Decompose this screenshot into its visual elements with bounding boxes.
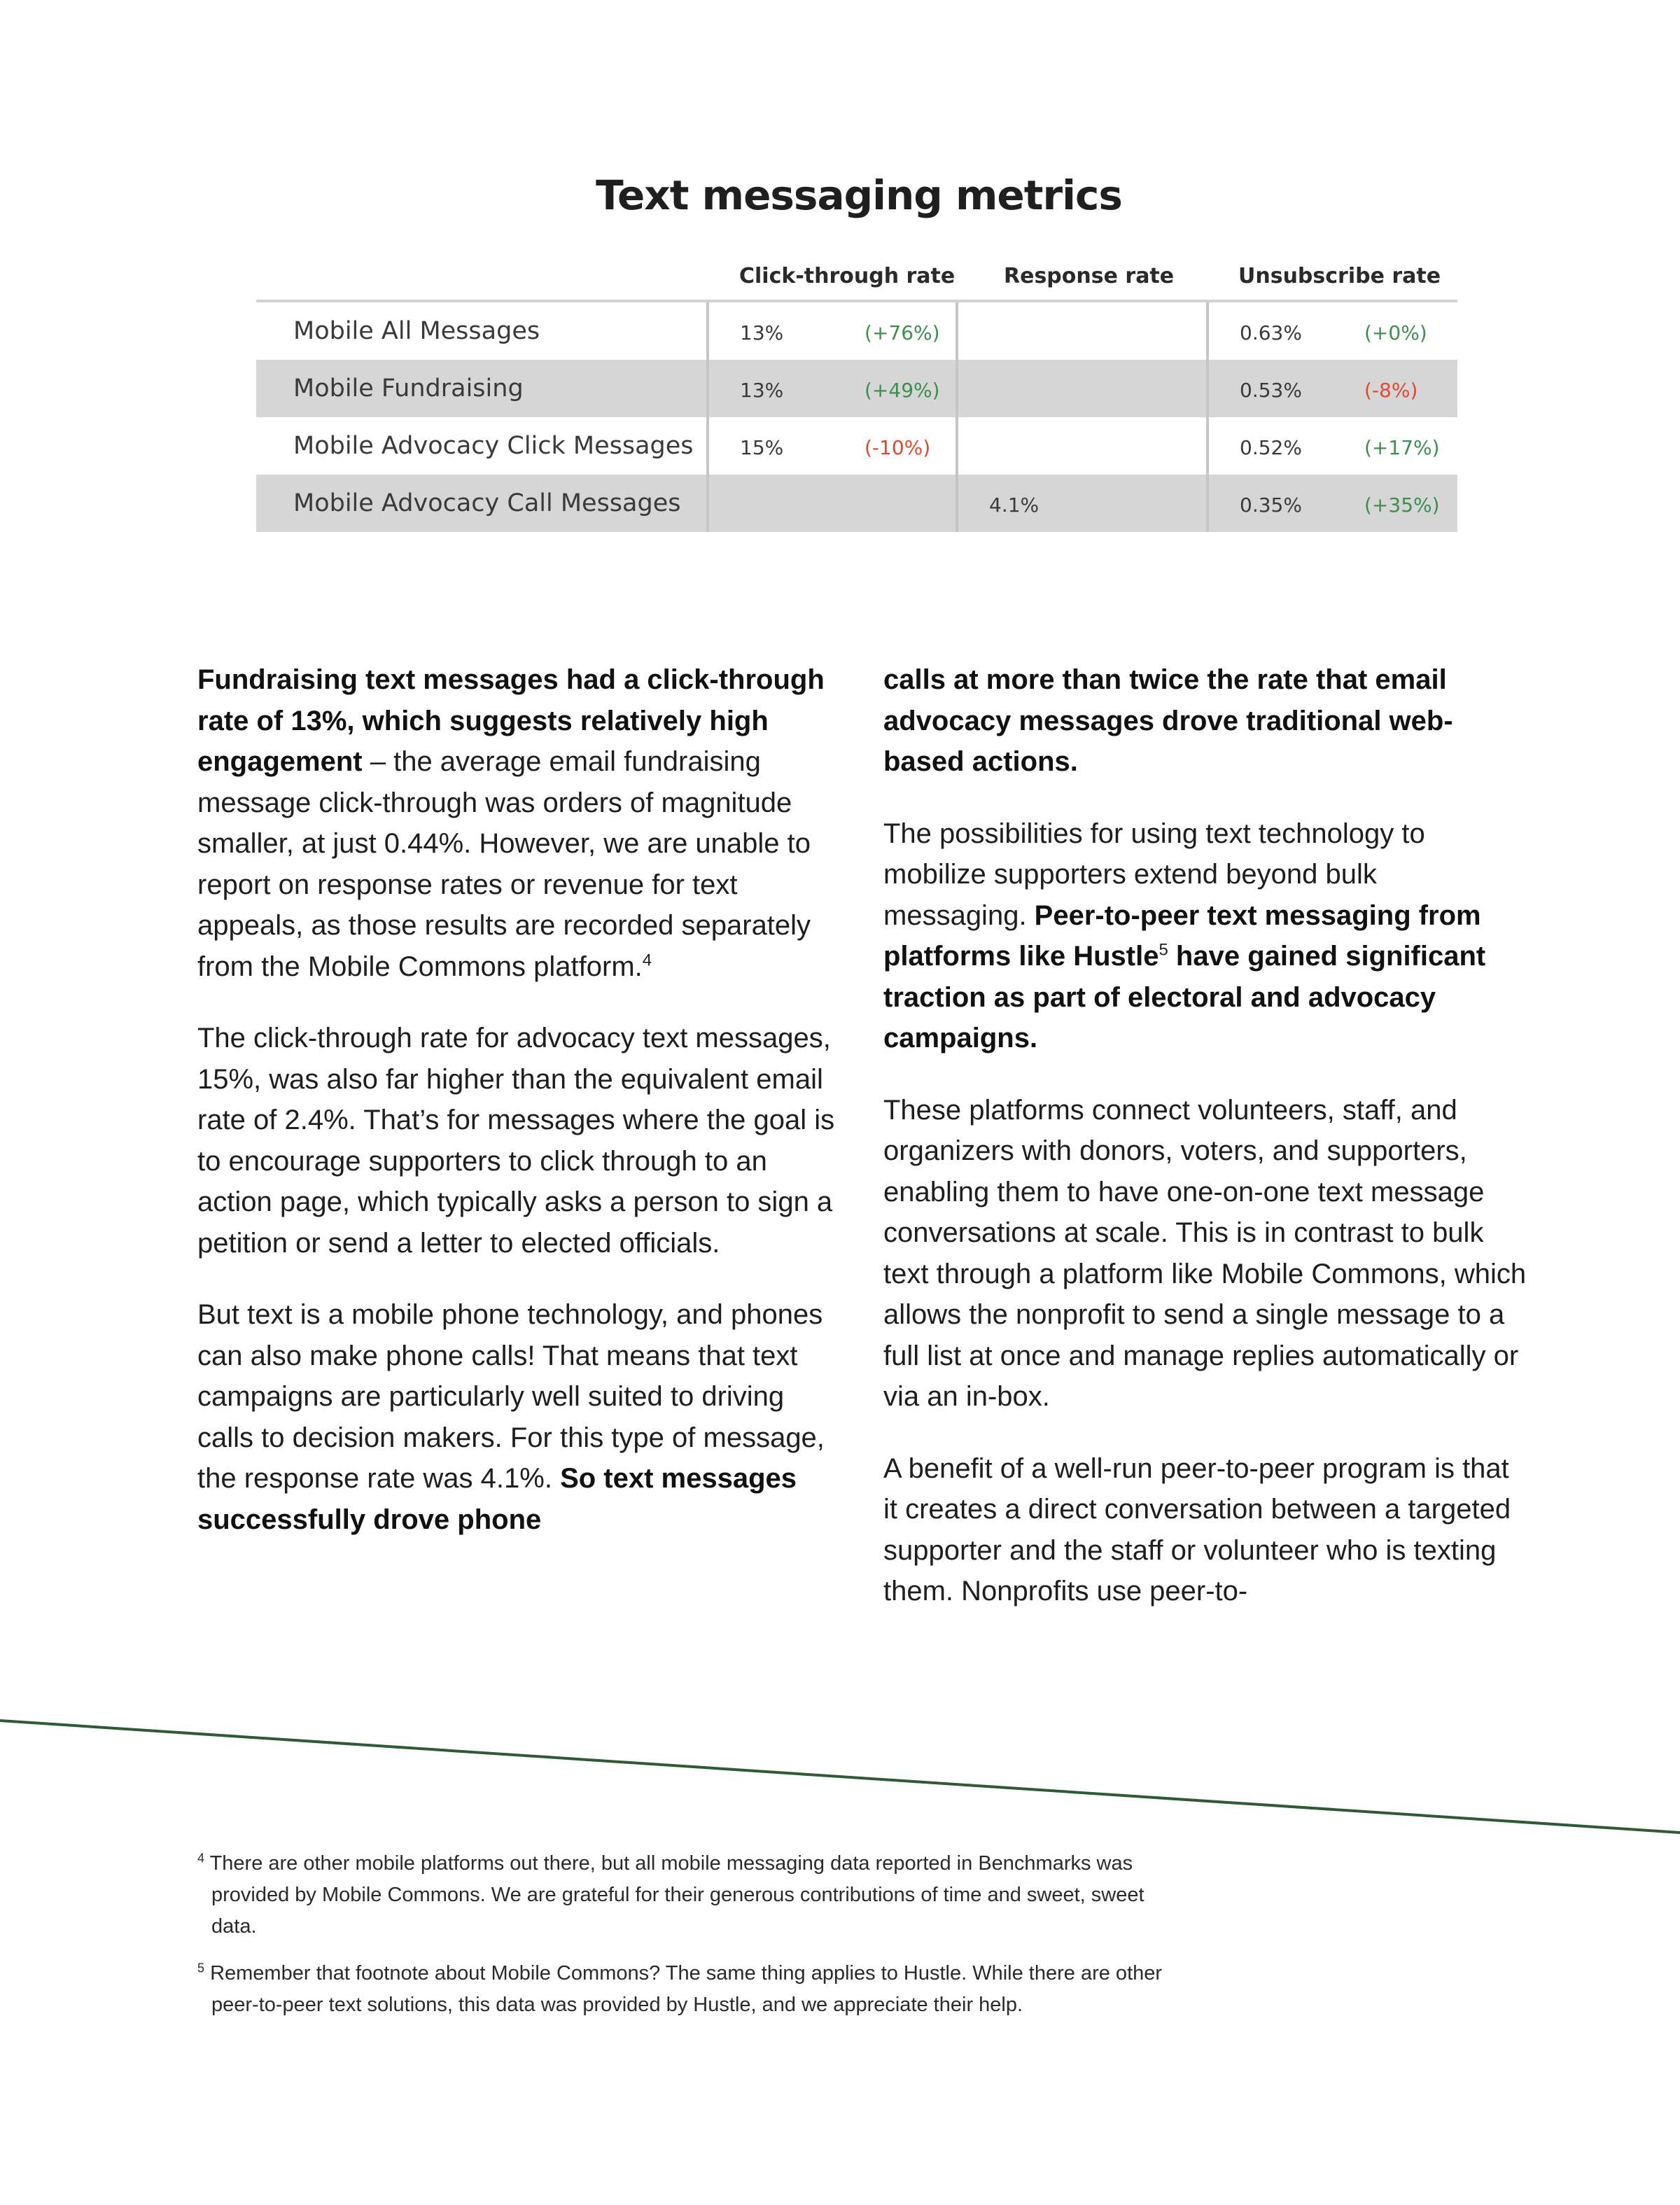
header-click-through-rate: Click-through rate xyxy=(708,252,957,301)
row-category: Mobile Advocacy Click Messages xyxy=(293,432,694,460)
response-value: 4.1% xyxy=(989,493,1040,517)
paragraph-text: – the average email fundraising message click-through was orders of magnitude smaller, at just 0.44%. However, we are unable to report on response rates or revenue for text appeals, as those results are recorded separately from the Mobile Commons platform. xyxy=(197,746,811,982)
unsub-value: 0.53% xyxy=(1240,378,1302,402)
ctr-change: (+76%) xyxy=(864,321,940,344)
bold-lead: Fundraising text messages had a click-through rate of 13%, which suggests relatively high engagement xyxy=(197,664,825,777)
footnote-text: Remember that footnote about Mobile Commons? The same thing applies to Hustle. While there are other peer-to-peer text solutions, this data was provided by Hustle, and we appreciate their help. xyxy=(210,1962,1163,2016)
paragraph-text: But text is a mobile phone technology, and phones can also make phone calls! That means that text campaigns are particularly well suited to driving calls to decision makers. For this type of message, the response rate was 4.1%. xyxy=(197,1299,825,1494)
row-category: Mobile Advocacy Call Messages xyxy=(256,475,708,532)
footnote-ref: 4 xyxy=(642,951,652,970)
unsub-change: (+35%) xyxy=(1364,493,1440,517)
paragraph: The click-through rate for advocacy text messages, 15%, was also far higher than the equivalent email rate of 2.4%. That’s for messages where the goal is to encourage supporters to click through to an action page, which typically asks a person to sign a petition or send a letter to elected officials. xyxy=(197,1023,835,1259)
footnote-mark: 4 xyxy=(197,1851,205,1865)
bold-text: So text messages successfully drove phone xyxy=(197,1463,797,1535)
row-category: Mobile All Messages xyxy=(293,317,540,345)
paragraph: A benefit of a well-run peer-to-peer program is that it creates a direct conversation between a targeted supporter and the staff or volunteer who is texting them. Nonprofits use peer-to- xyxy=(883,1452,1511,1606)
table-title: Text messaging metrics xyxy=(596,172,1122,219)
ctr-value: 13% xyxy=(740,321,784,344)
unsub-value: 0.35% xyxy=(1240,493,1302,517)
footnote xyxy=(197,1848,1191,1942)
bold-text: Peer-to-peer text messaging from platforms like Hustle xyxy=(883,899,1481,972)
paragraph: These platforms connect volunteers, staff, and organizers with donors, voters, and supporters, enabling them to have one-on-one text message conversations at scale. This is in contrast to bulk text through a platform like Mobile Commons, which allows the nonprofit to send a single message to a full list at once and manage replies automatically or via an in-box. xyxy=(883,1094,1527,1412)
footnote-text: There are other mobile platforms out there, but all mobile messaging data reported in Benchmarks was provided by Mobile Commons. We are grateful for their generous contributions of time and sweet, sweet data. xyxy=(209,1852,1144,1938)
footnote-mark: 5 xyxy=(197,1961,205,1975)
header-response-rate: Response rate xyxy=(957,252,1208,301)
footnote xyxy=(197,1958,1191,2021)
unsub-change: (+0%) xyxy=(1364,321,1427,344)
unsub-change: (+17%) xyxy=(1364,435,1440,459)
bold-text: calls at more than twice the rate that email advocacy messages drove traditional web-based actions. xyxy=(883,664,1453,777)
footnotes xyxy=(197,1848,1191,2036)
row-category: Mobile Fundraising xyxy=(256,360,708,417)
unsub-value: 0.52% xyxy=(1240,435,1302,459)
ctr-value: 13% xyxy=(740,378,784,402)
unsub-change: (-8%) xyxy=(1364,378,1418,402)
ctr-change: (+49%) xyxy=(864,378,940,402)
paragraph-text: The possibilities for using text technology to mobilize supporters extend beyond bulk messaging. xyxy=(883,818,1425,931)
header-unsubscribe-rate: Unsubscribe rate xyxy=(1208,252,1457,301)
unsub-value: 0.63% xyxy=(1240,321,1302,344)
footnote-ref: 5 xyxy=(1158,940,1168,960)
ctr-change: (-10%) xyxy=(864,435,931,459)
ctr-value: 15% xyxy=(740,435,784,459)
bold-text: have gained significant traction as part of electoral and advocacy campaigns. xyxy=(883,941,1486,1054)
